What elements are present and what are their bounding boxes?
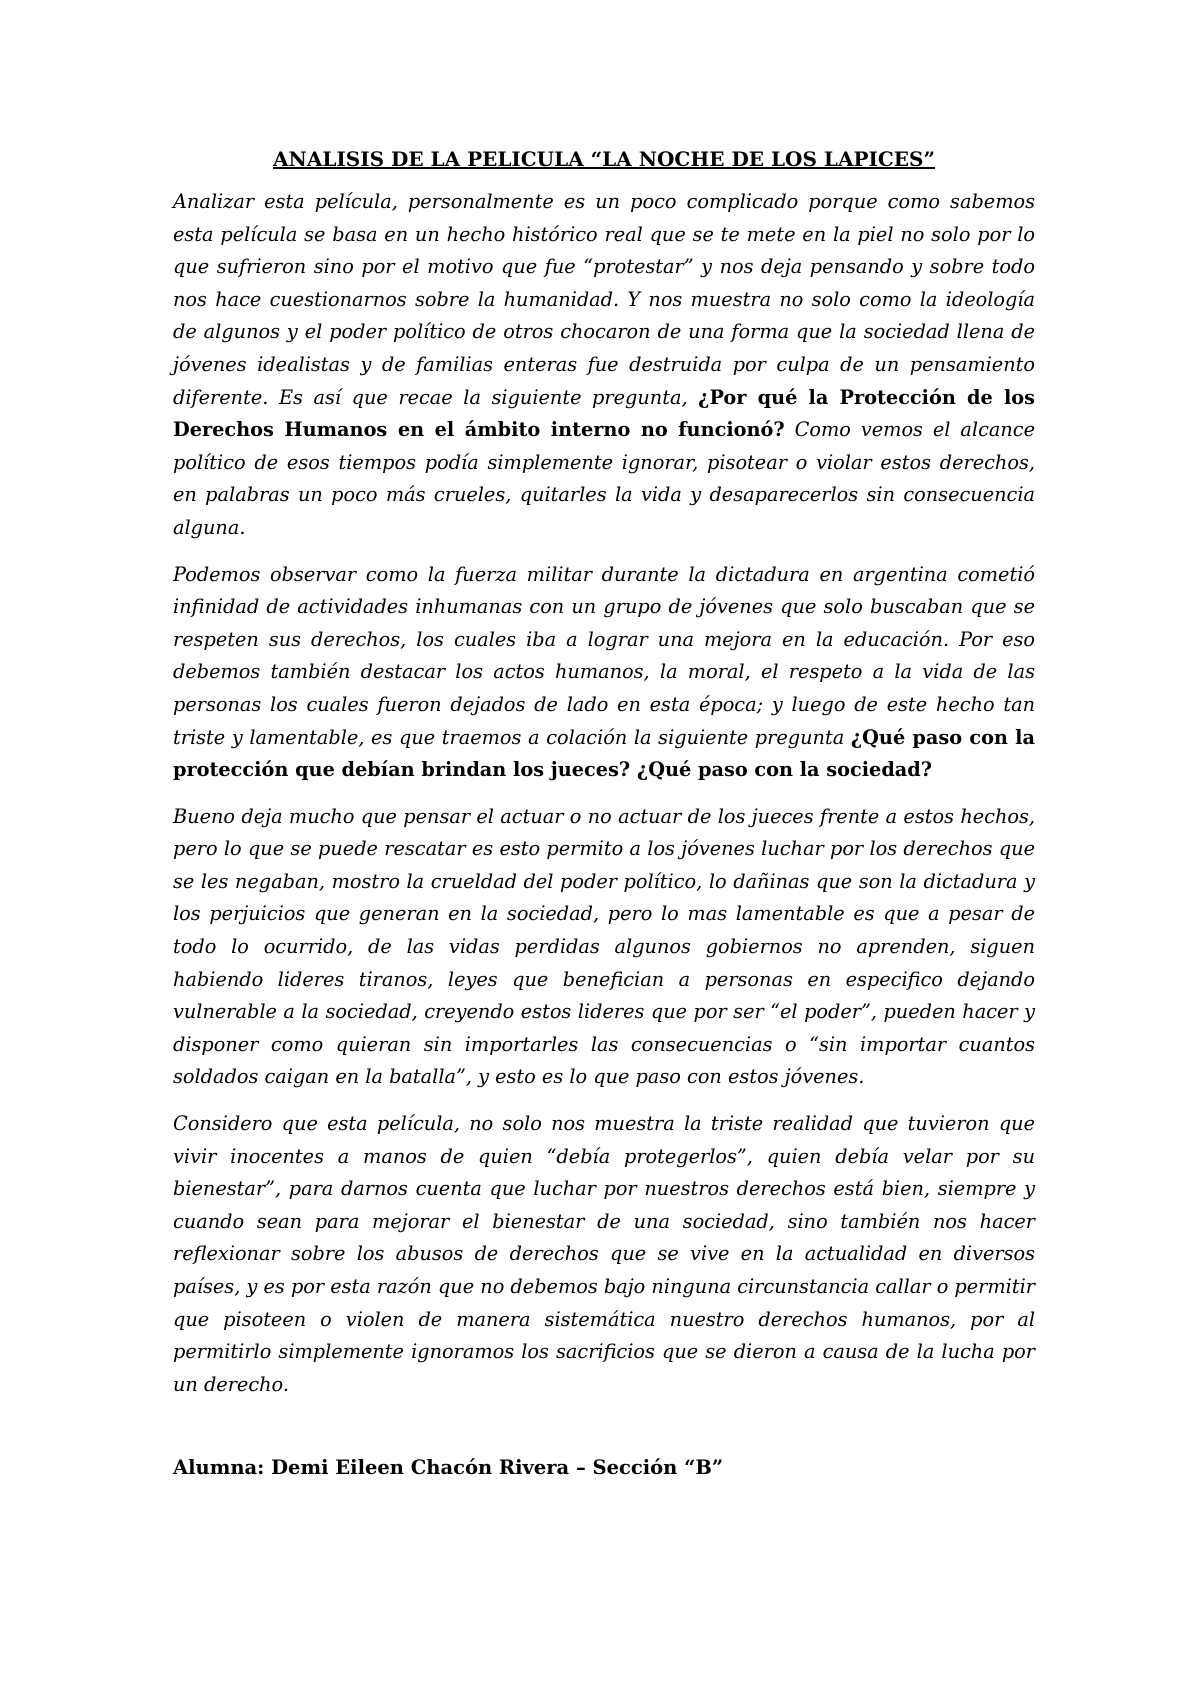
- author-signature: Alumna: Demi Eileen Chacón Rivera – Sección “B”: [173, 1456, 724, 1480]
- paragraph-2-question: ¿Qué paso con la protección que debían brindan los jueces? ¿Qué paso con la sociedad?: [173, 725, 1035, 782]
- paragraph-2: [173, 559, 1035, 787]
- document-title: ANALISIS DE LA PELICULA “LA NOCHE DE LOS LAPICES”: [273, 147, 935, 171]
- paragraph-1-question: ¿Por qué la Protección de los Derechos Humanos en el ámbito interno no funcionó?: [173, 385, 1035, 442]
- paragraph-3: [173, 801, 1035, 1094]
- paragraph-1-text-b: Como vemos el alcance político de esos tiempos podía simplemente ignorar, pisotear o violar estos derechos, en palabras un poco más crueles, quitarles la vida y desaparecerlos sin consecuencia alguna.: [173, 418, 1036, 539]
- paragraph-1: [173, 186, 1035, 545]
- document-body: [173, 146, 1035, 1483]
- paragraph-4-text: Considero que esta película, no solo nos muestra la triste realidad que tuvieron que vivir inocentes a manos de quien “debía protegerlos”, quien debía velar por su bienestar”, para darnos cuenta que luchar por nuestros derechos está bien, siempre y cuando sean para mejorar el bienestar de una sociedad, sino también nos hacer reflexionar sobre los abusos de derechos que se vive en la actualidad en diversos países, y es por esta razón que no debemos bajo ninguna circunstancia callar o permitir que pisoteen o violen de manera sistemática nuestro derechos humanos, por al permitirlo simplemente ignoramos los sacrificios que se dieron a causa de la lucha por un derecho.: [173, 1112, 1035, 1396]
- paragraph-4: [173, 1108, 1035, 1401]
- paragraph-2-text: Podemos observar como la fuerza militar durante la dictadura en argentina cometió infinidad de actividades inhumanas con un grupo de jóvenes que solo buscaban que se respeten sus derechos, los cuales iba a lograr una mejora en la educación. Por eso debemos también destacar los actos humanos, la moral, el respeto a la vida de las personas los cuales fueron dejados de lado en esta época; y luego de este hecho tan triste y lamentable, es que traemos a colación la siguiente pregunta: [173, 562, 1035, 749]
- paragraph-3-text: Bueno deja mucho que pensar el actuar o no actuar de los jueces frente a estos hechos, pero lo que se puede rescatar es esto permito a los jóvenes luchar por los derechos que se les negaban, mostro la crueldad del poder político, lo dañinas que son la dictadura y los perjuicios que generan en la sociedad, pero lo mas lamentable es que a pesar de todo lo ocurrido, de las vidas perdidas algunos gobiernos no aprenden, siguen habiendo lideres tiranos, leyes que benefician a personas en especifico dejando vulnerable a la sociedad, creyendo estos lideres que por ser “el poder”, pueden hacer y disponer como quieran sin importarles las consecuencias o “sin importar cuantos soldados caigan en la batalla”, y esto es lo que paso con estos jóvenes.: [173, 804, 1035, 1089]
- paragraph-1-text-a: Analizar esta película, personalmente es un poco complicado porque como sabemos esta película se basa en un hecho histórico real que se te mete en la piel no solo por lo que sufrieron sino por el motivo que fue “protestar” y nos deja pensando y sobre todo nos hace cuestionarnos sobre la humanidad. Y nos muestra no solo como la ideología de algunos y el poder político de otros chocaron de una forma que la sociedad llena de jóvenes idealistas y de familias enteras fue destruida por culpa de un pensamiento diferente. Es así que recae la siguiente pregunta,: [173, 190, 1035, 409]
